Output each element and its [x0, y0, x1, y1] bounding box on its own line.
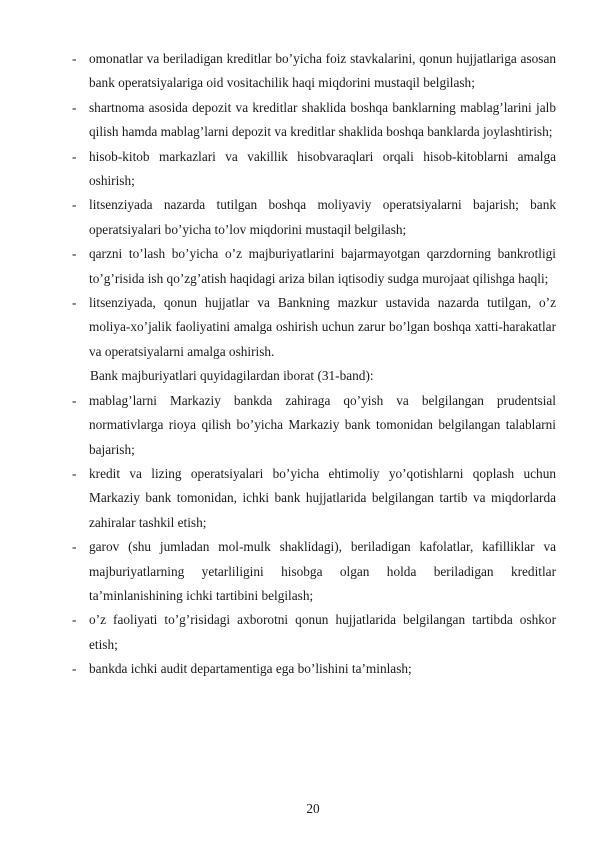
bullet-dash: -	[72, 392, 77, 408]
list-item-text: omonatlar va beriladigan kreditlar boʼyicha foiz stavkalarini, qonun hujjatlariga asosan bank operatsiyalariga oid vositachilik haqi miqdorini mustaqil belgilash;	[89, 51, 556, 91]
list-item-text: litsenziyada, qonun hujjatlar va Bankning mazkur ustavida nazarda tutilgan, oʼz moliya-xoʼjalik faoliyatini amalga oshirish uchun zarur boʼlgan boshqa xatti-harakatlar va operatsiyalarni amalga oshirish.	[89, 295, 556, 359]
list-item	[70, 389, 556, 462]
bullet-dash: -	[72, 51, 77, 66]
list-item-text: kredit va lizing operatsiyalari boʼyicha ehtimoliy yoʼqotishlarni qoplash uchun Markaziy bank tomonidan, ichki bank hujjatlarida belgilangan tartib va miqdorlarda zahiralar tashkil etish;	[89, 465, 556, 530]
list-item-text: oʼz faoliyati toʼgʼrisidagi axborotni qonun hujjatlarida belgilangan tartibda oshkor etish;	[89, 612, 556, 652]
list-item	[70, 462, 556, 535]
bullet-dash: -	[72, 465, 77, 481]
list-item	[70, 47, 556, 96]
list-item-text: hisob-kitob markazlari va vakillik hisobvaraqlari orqali hisob-kitoblarni amalga oshirish;	[89, 148, 556, 189]
list-item	[70, 608, 556, 657]
list-item	[70, 291, 556, 364]
bullet-dash: -	[72, 612, 77, 628]
bullet-dash: -	[72, 295, 77, 311]
list-item-text: qarzni toʼlash boʼyicha oʼz majburiyatlarini bajarmayotgan qarzdorning bankrotligi toʼgʼrisida ish qoʼzgʼatish haqidagi ariza bilan iqtisodiy sudga murojaat qilishga haqli;	[89, 246, 556, 286]
list-item	[70, 657, 556, 681]
bullet-dash: -	[72, 148, 77, 164]
list-item-text: garov (shu jumladan mol-mulk shaklidagi), beriladigan kafolatlar, kafilliklar va majburiyatlarning yetarliligini hisobga olgan holda beriladigan kreditlar taʼminlanishining ichki tartibini belgilash;	[89, 539, 556, 603]
list-item	[70, 145, 556, 194]
list-item-text: bankda ichki audit departamentiga ega boʼlishini taʼminlash;	[89, 661, 412, 677]
bullet-dash: -	[72, 99, 77, 115]
list-item-text: litsenziyada nazarda tutilgan boshqa moliyaviy operatsiyalarni bajarish; bank operatsiyalari boʼyicha toʼlov miqdorini mustaqil belgilash;	[89, 197, 556, 237]
list-item	[70, 96, 556, 145]
page-number: 20	[306, 801, 320, 816]
section-intro: Bank majburiyatlari quyidagilardan iborat (31-band):	[90, 368, 374, 384]
bullet-dash: -	[72, 197, 77, 213]
document-body	[70, 47, 556, 682]
list-item-text: mablagʼlarni Markaziy bankda zahiraga qoʼyish va belgilangan prudentsial normativlarga rioya qilish boʼyicha Markaziy bank tomonidan belgilangan talablarni bajarish;	[89, 392, 556, 457]
list-item	[70, 242, 556, 291]
list-item-text: shartnoma asosida depozit va kreditlar shaklida boshqa banklarning mablagʼlarini jalb qilish hamda mablagʼlarni depozit va kreditlar shaklida boshqa banklarda joylashtirish;	[89, 99, 556, 140]
bullet-dash: -	[72, 661, 77, 677]
list-item	[70, 535, 556, 608]
bullet-dash: -	[72, 539, 77, 555]
bullet-dash: -	[72, 246, 77, 262]
list-item	[70, 193, 556, 242]
